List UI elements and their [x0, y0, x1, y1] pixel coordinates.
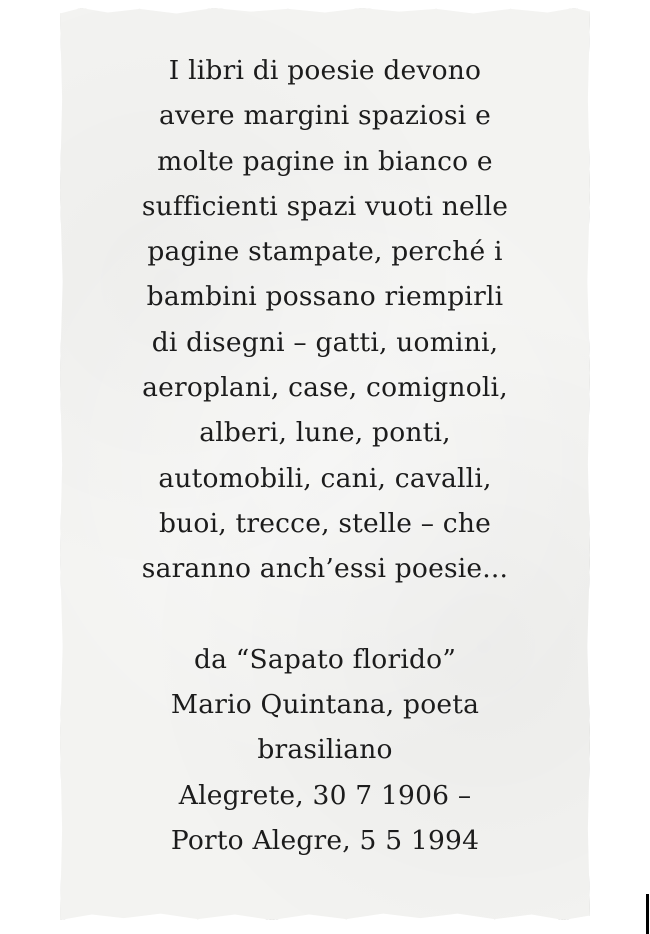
poem-line: saranno anch’essi poesie... — [141, 553, 509, 585]
edge-mark — [646, 894, 649, 934]
poem-line: alberi, lune, ponti, — [199, 417, 451, 449]
poem-line: buoi, trecce, stelle – che — [159, 507, 491, 539]
poem-line: automobili, cani, cavalli, — [158, 462, 492, 494]
attribution-nationality: brasiliano — [257, 734, 393, 766]
poem-line: aeroplani, case, comignoli, — [142, 372, 508, 404]
poem-line: pagine stampate, perché i — [147, 236, 503, 268]
poem-line: avere margini spaziosi e — [159, 100, 491, 132]
stanza-gap — [70, 592, 580, 637]
attribution-author: Mario Quintana, poeta — [170, 689, 480, 721]
attribution-source: da “Sapato florido” — [193, 643, 457, 675]
poem-line: I libri di poesie devono — [168, 55, 482, 86]
poem-text-block — [70, 48, 580, 863]
poem-line: di disegni – gatti, uomini, — [151, 326, 499, 358]
attribution-death: Porto Alegre, 5 5 1994 — [170, 825, 480, 857]
attribution-birth: Alegrete, 30 7 1906 – — [178, 779, 472, 811]
poem-line: sufficienti spazi vuoti nelle — [141, 190, 509, 222]
poem-line: molte pagine in bianco e — [157, 145, 493, 177]
poem-line: bambini possano riempirli — [146, 281, 504, 313]
